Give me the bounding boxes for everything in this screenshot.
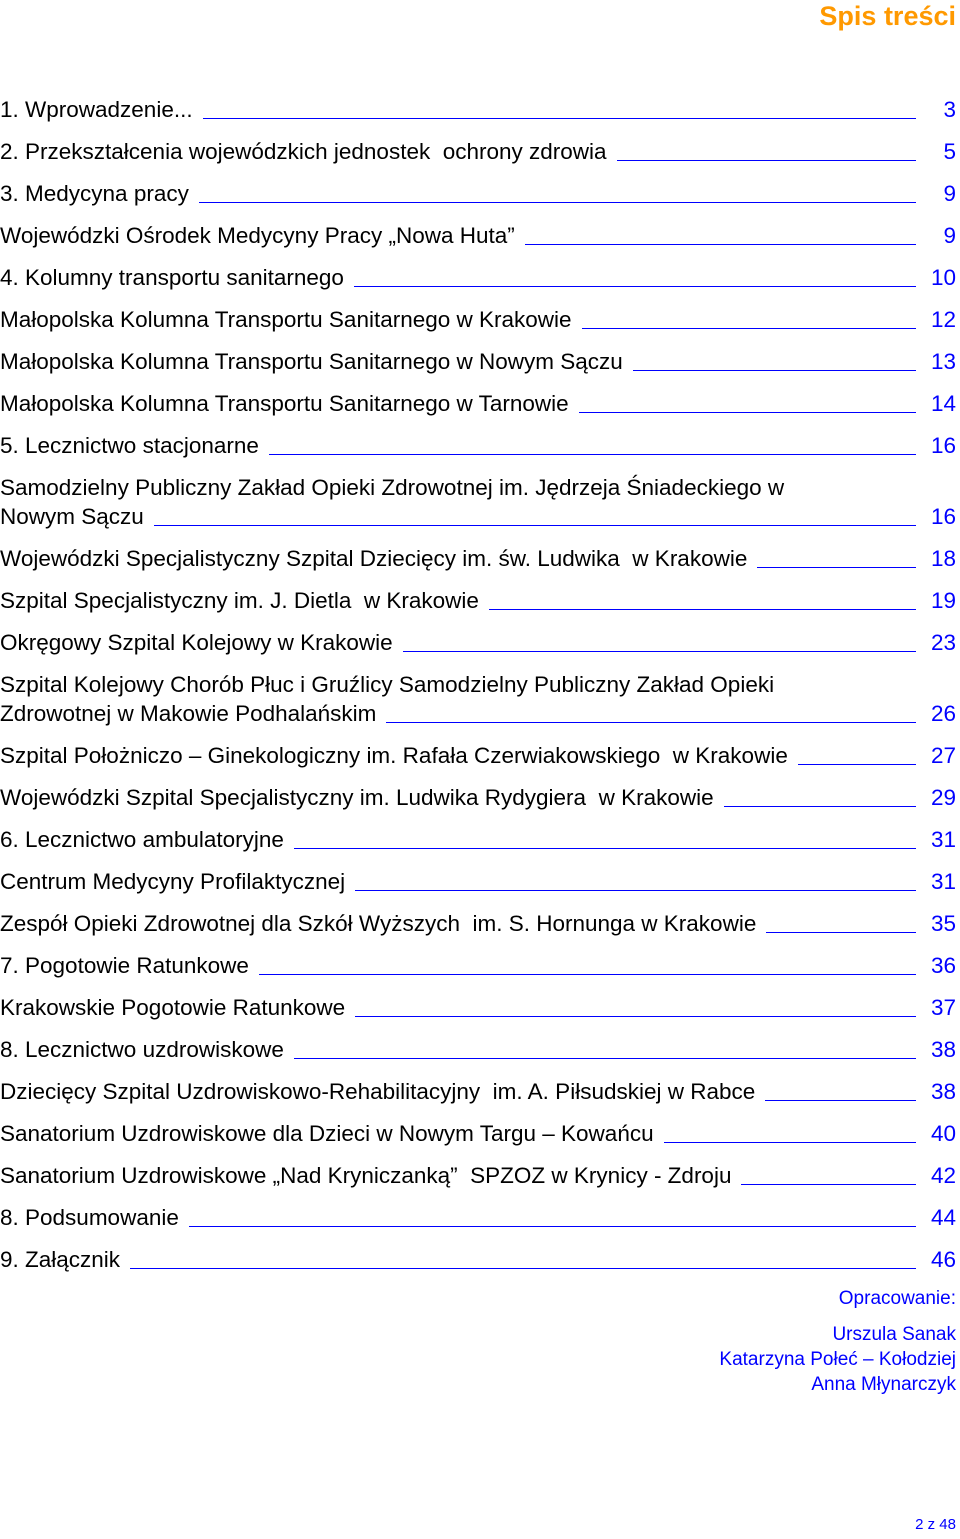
toc-entry-label: Krakowskie Pogotowie Ratunkowe (0, 995, 346, 1020)
toc-leader-line (724, 806, 916, 807)
toc-entry-label: Małopolska Kolumna Transportu Sanitarnego w Nowym Sączu (0, 349, 623, 374)
toc-entry[interactable] (0, 1161, 956, 1190)
toc-entry-label: 1. Wprowadzenie... (0, 97, 193, 122)
toc-page-number: 38 (930, 1079, 956, 1104)
toc-entry[interactable] (0, 305, 956, 334)
toc-page-number: 3 (943, 97, 956, 122)
toc-page-number: 19 (930, 588, 956, 613)
table-of-contents (0, 95, 956, 1274)
credits-heading: Opracowanie: (838, 1288, 956, 1309)
toc-entry-label: Wojewódzki Specjalistyczny Szpital Dziecięcy im. św. Ludwika w Krakowie (0, 546, 748, 571)
toc-page-number: 9 (943, 181, 956, 206)
toc-entry[interactable] (0, 741, 956, 770)
toc-entry-label: Małopolska Kolumna Transportu Sanitarnego w Krakowie (0, 307, 572, 332)
toc-page-number: 27 (930, 743, 956, 768)
toc-entry[interactable] (0, 586, 956, 615)
toc-entry-label: Zdrowotnej w Makowie Podhalańskim (0, 701, 377, 726)
toc-page-number: 42 (930, 1163, 956, 1188)
author-name: Urszula Sanak (832, 1324, 956, 1345)
toc-page-number: 46 (930, 1247, 956, 1272)
toc-page-number: 31 (930, 869, 956, 894)
toc-page-number: 23 (930, 630, 956, 655)
toc-leader-line (294, 848, 916, 849)
toc-entry-label: Sanatorium Uzdrowiskowe „Nad Kryniczanką” SPZOZ w Krynicy - Zdroju (0, 1163, 732, 1188)
toc-entry-label: Wojewódzki Szpital Specjalistyczny im. Ludwika Rydygiera w Krakowie (0, 785, 714, 810)
toc-leader-line (203, 118, 916, 119)
toc-entry-label-line1: Samodzielny Publiczny Zakład Opieki Zdrowotnej im. Jędrzeja Śniadeckiego w (0, 475, 785, 500)
toc-entry[interactable] (0, 389, 956, 418)
toc-entry[interactable] (0, 1203, 956, 1232)
page-title: Spis treści (819, 1, 956, 31)
toc-page-number: 14 (930, 391, 956, 416)
toc-leader-line (579, 412, 916, 413)
toc-page-number: 40 (930, 1121, 956, 1146)
toc-page-number: 36 (930, 953, 956, 978)
toc-entry-label: Wojewódzki Ośrodek Medycyny Pracy „Nowa Huta” (0, 223, 515, 248)
toc-leader-line (199, 202, 916, 203)
toc-entry[interactable] (0, 544, 956, 573)
toc-page-number: 38 (930, 1037, 956, 1062)
toc-leader-line (633, 370, 916, 371)
toc-page-number: 16 (930, 504, 956, 529)
toc-leader-line (617, 160, 916, 161)
toc-entry-label: 8. Podsumowanie (0, 1205, 179, 1230)
toc-leader-line (189, 1226, 916, 1227)
toc-entry-label: Szpital Specjalistyczny im. J. Dietla w Krakowie (0, 588, 479, 613)
toc-entry-label: Okręgowy Szpital Kolejowy w Krakowie (0, 630, 393, 655)
toc-leader-line (154, 525, 916, 526)
toc-page-number: 26 (930, 701, 956, 726)
toc-leader-line (269, 454, 916, 455)
toc-page-number: 44 (930, 1205, 956, 1230)
toc-entry-label: Nowym Sączu (0, 504, 144, 529)
toc-entry[interactable] (0, 867, 956, 896)
toc-page-number: 31 (930, 827, 956, 852)
toc-leader-line (386, 722, 916, 723)
toc-entry[interactable] (0, 993, 956, 1022)
toc-entry-label-line1: Szpital Kolejowy Chorób Płuc i Gruźlicy Samodzielny Publiczny Zakład Opieki (0, 672, 775, 697)
toc-entry-label: Szpital Położniczo – Ginekologiczny im. Rafała Czerwiakowskiego w Krakowie (0, 743, 788, 768)
toc-entry[interactable] (0, 670, 956, 728)
toc-entry[interactable] (0, 909, 956, 938)
toc-entry[interactable] (0, 431, 956, 460)
toc-leader-line (525, 244, 916, 245)
toc-entry[interactable] (0, 473, 956, 531)
toc-page-number: 16 (930, 433, 956, 458)
toc-entry[interactable] (0, 179, 956, 208)
toc-entry-label: Dziecięcy Szpital Uzdrowiskowo-Rehabilitacyjny im. A. Piłsudskiej w Rabce (0, 1079, 756, 1104)
toc-page-number: 10 (930, 265, 956, 290)
toc-leader-line (664, 1142, 916, 1143)
toc-leader-line (798, 764, 916, 765)
credits-authors (719, 1322, 956, 1397)
toc-leader-line (766, 932, 916, 933)
toc-entry[interactable] (0, 137, 956, 166)
toc-entry[interactable] (0, 1077, 956, 1106)
toc-entry[interactable] (0, 263, 956, 292)
toc-page-number: 37 (930, 995, 956, 1020)
toc-leader-line (741, 1184, 916, 1185)
toc-entry-label: Centrum Medycyny Profilaktycznej (0, 869, 346, 894)
toc-leader-line (489, 609, 916, 610)
toc-leader-line (294, 1058, 916, 1059)
toc-leader-line (354, 286, 916, 287)
toc-entry-label: 3. Medycyna pracy (0, 181, 189, 206)
toc-entry-label: 6. Lecznictwo ambulatoryjne (0, 827, 284, 852)
toc-entry-label: Sanatorium Uzdrowiskowe dla Dzieci w Nowym Targu – Kowańcu (0, 1121, 654, 1146)
toc-entry-label: 5. Lecznictwo stacjonarne (0, 433, 259, 458)
toc-page-number: 13 (930, 349, 956, 374)
toc-entry[interactable] (0, 1119, 956, 1148)
toc-leader-line (765, 1100, 916, 1101)
toc-entry[interactable] (0, 628, 956, 657)
toc-page-number: 29 (930, 785, 956, 810)
toc-leader-line (259, 974, 916, 975)
toc-entry[interactable] (0, 825, 956, 854)
toc-page-number: 5 (943, 139, 956, 164)
toc-leader-line (355, 1016, 916, 1017)
toc-leader-line (582, 328, 916, 329)
toc-entry-label: 2. Przekształcenia wojewódzkich jednostek ochrony zdrowia (0, 139, 607, 164)
toc-entry-label: 7. Pogotowie Ratunkowe (0, 953, 249, 978)
toc-page-number: 12 (930, 307, 956, 332)
toc-entry-label: Małopolska Kolumna Transportu Sanitarnego w Tarnowie (0, 391, 569, 416)
author-name: Anna Młynarczyk (811, 1374, 956, 1395)
toc-entry[interactable] (0, 221, 956, 250)
author-name: Katarzyna Połeć – Kołodziej (719, 1349, 956, 1370)
toc-leader-line (757, 567, 916, 568)
toc-entry-label: 8. Lecznictwo uzdrowiskowe (0, 1037, 284, 1062)
toc-leader-line (403, 651, 916, 652)
toc-page-number: 18 (930, 546, 956, 571)
toc-entry[interactable] (0, 1035, 956, 1064)
page-number: 2 z 48 (915, 1516, 956, 1533)
toc-entry[interactable] (0, 95, 956, 124)
toc-entry[interactable] (0, 951, 956, 980)
toc-page-number: 35 (930, 911, 956, 936)
toc-page-number: 9 (943, 223, 956, 248)
toc-entry-label: Zespół Opieki Zdrowotnej dla Szkół Wyższych im. S. Hornunga w Krakowie (0, 911, 757, 936)
toc-entry[interactable] (0, 1245, 956, 1274)
toc-entry[interactable] (0, 783, 956, 812)
toc-entry-label: 4. Kolumny transportu sanitarnego (0, 265, 344, 290)
toc-leader-line (130, 1268, 916, 1269)
toc-entry-label: 9. Załącznik (0, 1247, 121, 1272)
toc-leader-line (355, 890, 916, 891)
toc-entry[interactable] (0, 347, 956, 376)
